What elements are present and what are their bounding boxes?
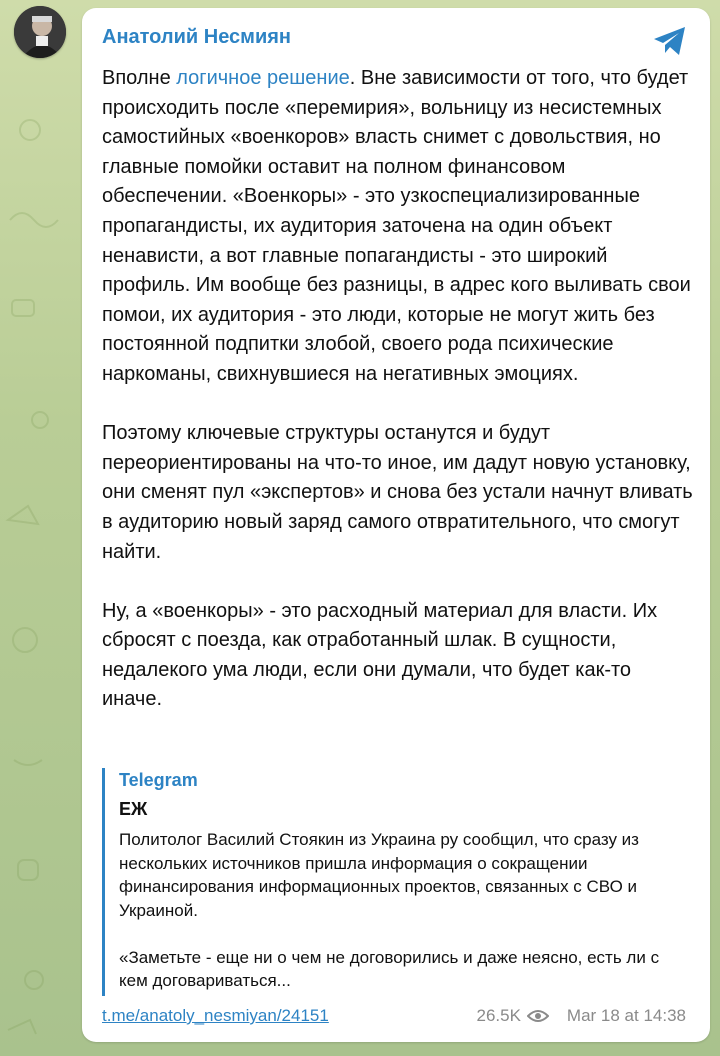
quote-source: Telegram — [119, 770, 198, 790]
logical-decision-link[interactable]: логичное решение — [176, 67, 350, 89]
message-footer — [102, 1004, 686, 1028]
forwarded-quote[interactable] — [102, 768, 690, 996]
message-paragraph-2: Поэтому ключевые структуры останутся и будут переориентированы на что-то иное, им дадут новую установку, они сменят пул «экспертов» и снова без устали начнут вливать в аудиторию новый заряд самого отвратительного, что смогут найти. — [102, 422, 693, 563]
post-link[interactable]: t.me/anatoly_nesmiyan/24151 — [102, 1006, 329, 1025]
quote-paragraph-1: Политолог Василий Стоякин из Украина ру сообщил, что сразу из нескольких источников пришла информация о сокращении финансирования информационных проектов, связанных с СВО и Украиной. — [119, 830, 639, 920]
message-text — [102, 64, 694, 715]
eye-icon — [527, 1009, 549, 1023]
channel-avatar[interactable] — [14, 6, 66, 58]
message-bubble — [82, 8, 710, 1042]
message-paragraph-1: Вполне логичное решение. Вне зависимости от того, что будет происходить после «перемирия», вольницу из несистемных самостийных «военкоров» власть снимет с довольствия, но главные помойки оставит на полном финансовом обеспечении. «Военкоры» - это узкоспециализированные пропагандисты, их аудитория заточена на один объект ненависти, а вот главные попагандисты - это широкий профиль. Им вообще без разницы, в адрес кого выливать свои помои, их аудитория - это люди, которые не могут жить без постоянной подпитки злобой, своего рода психические наркоманы, свихнувшиеся на негативных эмоциях. — [102, 67, 691, 385]
channel-author-name[interactable]: Анатолий Несмиян — [102, 26, 292, 48]
message-paragraph-3: Ну, а «военкоры» - это расходный материал для власти. Их сбросят с поезда, как отработанный шлак. В сущности, недалекого ума люди, если они думали, что будет как-то иначе. — [102, 599, 658, 711]
avatar-photo-icon — [14, 6, 66, 58]
view-count: 26.5K — [476, 1006, 521, 1025]
quote-title: ЕЖ — [119, 799, 148, 819]
quote-body — [119, 828, 690, 993]
quote-paragraph-2: «Заметьте - еще ни о чем не договорились и даже неясно, есть ли с кем договариваться... — [119, 947, 660, 990]
telegram-share-icon[interactable] — [652, 24, 688, 58]
message-date: Mar 18 at 14:38 — [566, 1006, 686, 1025]
